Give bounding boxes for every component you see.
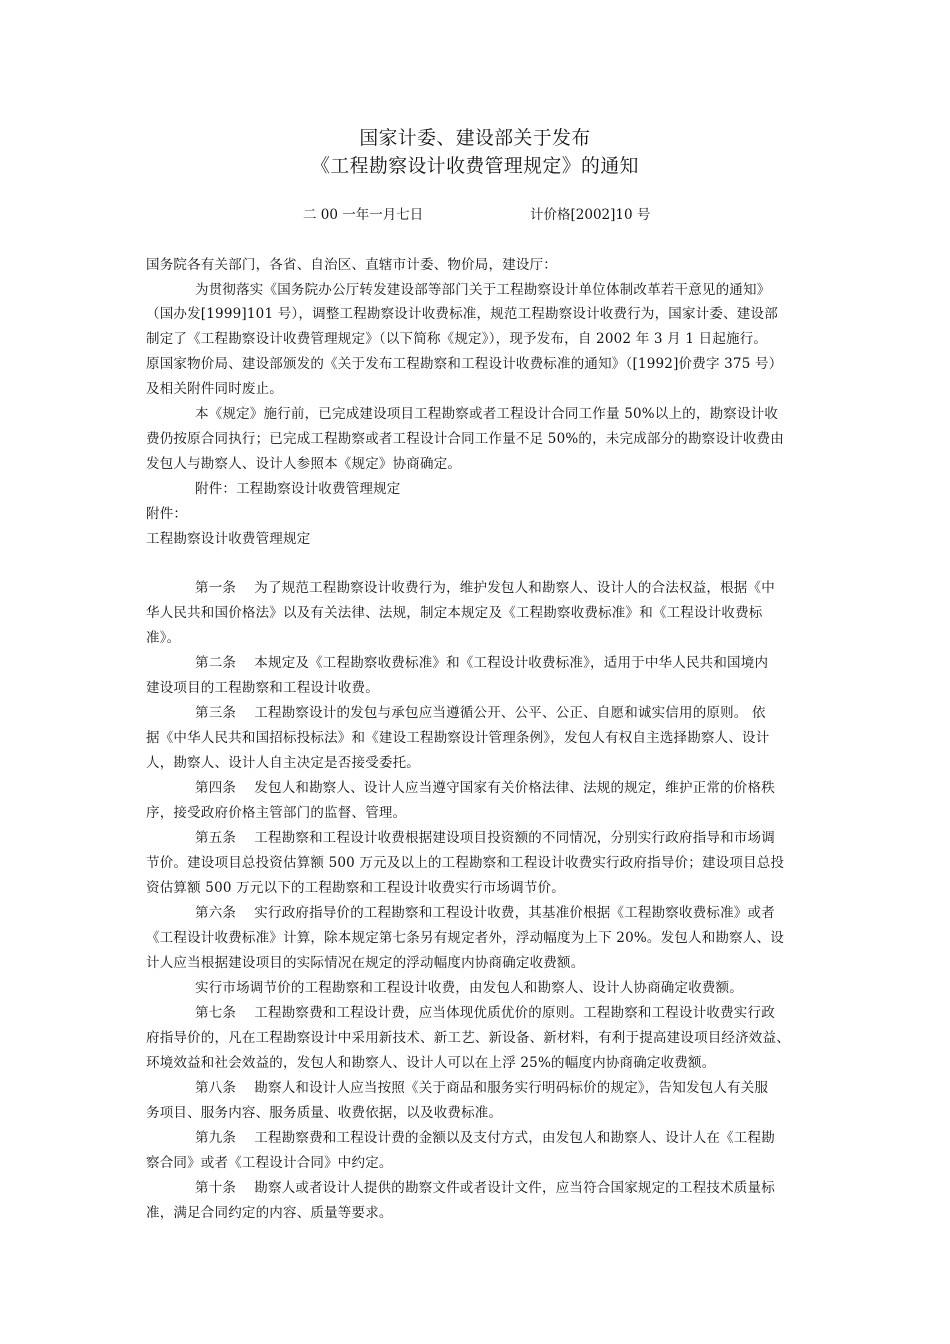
article-line: 华人民共和国价格法》以及有关法律、法规，制定本规定及《工程勘察收费标准》和《工程设计收费标 <box>146 605 763 621</box>
body-line: （国办发[1999]101 号），调整工程勘察设计收费标准，规范工程勘察设计收费行为，国家计委、建设部 <box>146 306 778 322</box>
article-line: 第十条 勘察人或者设计人提供的勘察文件或者设计文件，应当符合国家规定的工程技术质量标 <box>195 1180 775 1196</box>
article-line: 计人应当根据建设项目的实际情况在规定的浮动幅度内协商确定收费额。 <box>146 955 585 971</box>
document-title-line-2: 《工程勘察设计收费管理规定》的通知 <box>311 156 639 177</box>
article-line: 第八条 勘察人和设计人应当按照《关于商品和服务实行明码标价的规定》，告知发包人有关服 <box>195 1080 769 1096</box>
body-line: 原国家物价局、建设部颁发的《关于发布工程勘察和工程设计收费标准的通知》（[1992]价费字 375 号） <box>146 356 783 372</box>
article-line: 人，勘察人、设计人自主决定是否接受委托。 <box>146 755 420 771</box>
article-line: 序，接受政府价格主管部门的监督、管理。 <box>146 805 407 821</box>
addressee-line: 国务院各有关部门，各省、自治区、直辖市计委、物价局，建设厅： <box>146 257 557 273</box>
article-line: 据《中华人民共和国招标投标法》和《建设工程勘察设计管理条例》，发包人有权自主选择勘察人、设计 <box>146 730 770 746</box>
article-line: 资估算额 500 万元以下的工程勘察和工程设计收费实行市场调节价。 <box>146 880 565 896</box>
body-line: 制定了《工程勘察设计收费管理规定》（以下简称《规定》），现予发布，自 2002 年 3 月 1 日起施行。 <box>146 331 768 347</box>
article-line: 务项目、服务内容、服务质量、收费依据，以及收费标准。 <box>146 1105 503 1121</box>
attachment-label: 附件： <box>146 506 188 522</box>
article-line: 环境效益和社会效益的，发包人和勘察人、设计人可以在上浮 25%的幅度内协商确定收费额。 <box>146 1055 716 1071</box>
body-line: 发包人与勘察人、设计人参照本《规定》协商确定。 <box>146 456 462 472</box>
article-line: 《工程设计收费标准》计算，除本规定第七条另有规定者外，浮动幅度为上下 20%。发包人和勘察人、设 <box>146 930 784 946</box>
article-line: 准，满足合同约定的内容、质量等要求。 <box>146 1205 393 1221</box>
document-number: 计价格[2002]10 号 <box>530 207 651 223</box>
attachment-title: 工程勘察设计收费管理规定 <box>146 531 311 547</box>
article-line: 府指导价的，凡在工程勘察设计中采用新技术、新工艺、新设备、新材料，有利于提高建设项目经济效益、 <box>146 1030 790 1046</box>
article-line: 第六条 实行政府指导价的工程勘察和工程设计收费，其基准价根据《工程勘察收费标准》或者 <box>195 905 775 921</box>
article-line: 第五条 工程勘察和工程设计收费根据建设项目投资额的不同情况，分别实行政府指导和市场调 <box>195 830 775 846</box>
article-line: 察合同》或者《工程设计合同》中约定。 <box>146 1155 393 1171</box>
article-line: 第二条 本规定及《工程勘察收费标准》和《工程设计收费标准》，适用于中华人民共和国境内 <box>195 655 769 671</box>
article-line: 节价。建设项目总投资估算额 500 万元及以上的工程勘察和工程设计收费实行政府指导价；建设项目总投 <box>146 855 785 871</box>
body-line: 为贯彻落实《国务院办公厅转发建设部等部门关于工程勘察设计单位体制改革若干意见的通知》 <box>195 282 771 298</box>
attachment-note: 附件：工程勘察设计收费管理规定 <box>195 481 401 497</box>
article-line: 第七条 工程勘察费和工程设计费，应当体现优质优价的原则。工程勘察和工程设计收费实行政 <box>195 1005 775 1021</box>
article-line: 第三条 工程勘察设计的发包与承包应当遵循公开、公平、公正、自愿和诚实信用的原则。 依 <box>195 705 766 721</box>
article-line: 建设项目的工程勘察和工程设计收费。 <box>146 680 379 696</box>
article-line: 第一条 为了规范工程勘察设计收费行为，维护发包人和勘察人、设计人的合法权益，根据《中 <box>195 580 775 596</box>
article-line: 准》。 <box>146 630 181 646</box>
article-line: 第九条 工程勘察费和工程设计费的金额以及支付方式，由发包人和勘察人、设计人在《工程勘 <box>195 1130 775 1146</box>
body-line: 费仍按原合同执行；已完成工程勘察或者工程设计合同工作量不足 50%的，未完成部分的勘察设计收费由 <box>146 431 784 447</box>
article-line: 实行市场调节价的工程勘察和工程设计收费，由发包人和勘察人、设计人协商确定收费额。 <box>195 980 743 996</box>
document-title-line-1: 国家计委、建设部关于发布 <box>359 128 591 149</box>
body-line: 本《规定》施行前，已完成建设项目工程勘察或者工程设计合同工作量 50%以上的，勘察设计收 <box>195 406 779 422</box>
body-line: 及相关附件同时废止。 <box>146 381 283 397</box>
article-line: 第四条 发包人和勘察人、设计人应当遵守国家有关价格法律、法规的规定，维护正常的价格秩 <box>195 780 775 796</box>
issue-date: 二 00 一年一月七日 <box>303 207 424 223</box>
